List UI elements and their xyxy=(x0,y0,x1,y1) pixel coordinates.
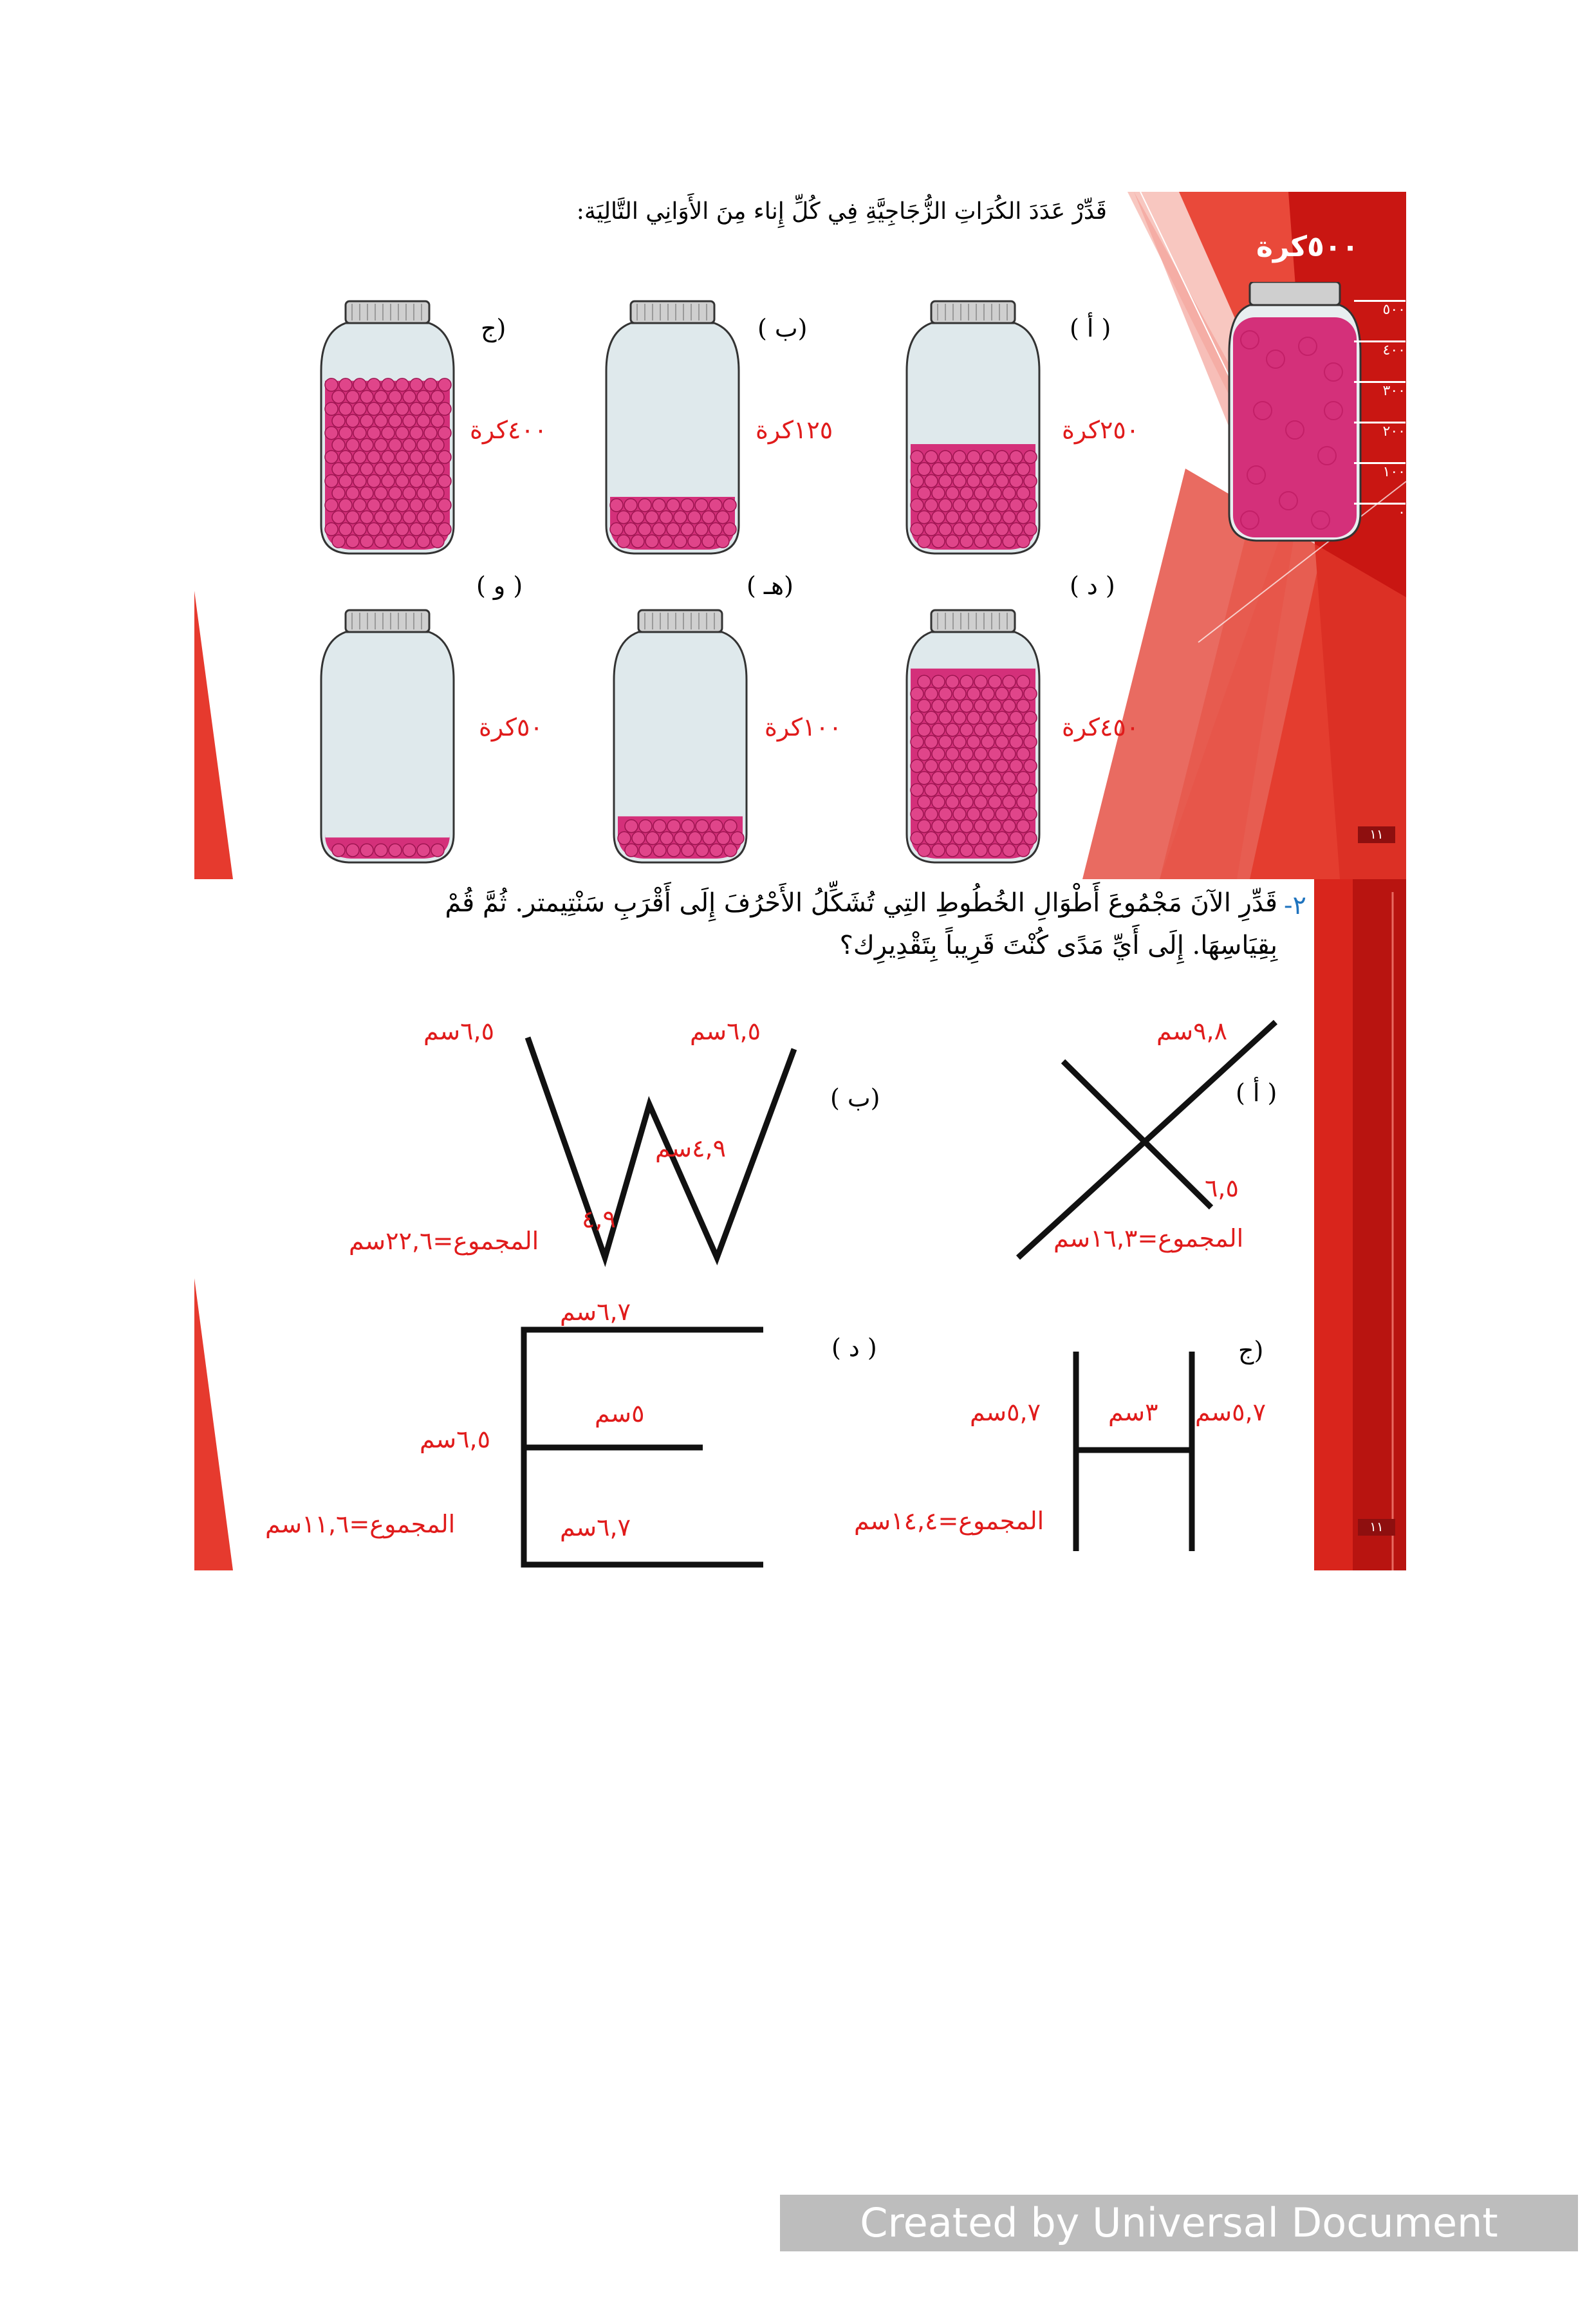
jar-c xyxy=(313,300,461,557)
scale-tick-300: ٣٠٠ xyxy=(1354,381,1406,422)
letter-a-length-2: ٦,٥ xyxy=(1205,1174,1239,1202)
jar-f xyxy=(313,609,461,866)
letter-b-length-3: ٤,٩سم xyxy=(655,1134,727,1162)
jar-marbles xyxy=(911,669,1037,859)
jar-a xyxy=(899,300,1047,557)
jar-lid xyxy=(631,301,714,323)
question-line-2: بِقِيَاسِهَا. إِلَى أَيِّ مَدًى كُنْتَ قَرِيباً بِتَقْدِيرِك؟ xyxy=(839,931,1277,960)
letter-x-glyph xyxy=(1018,1022,1276,1258)
jar-e xyxy=(606,609,754,866)
jar-d xyxy=(899,609,1047,866)
jar-marbles xyxy=(610,497,736,550)
scale-tick-500: ٥٠٠ xyxy=(1354,300,1406,340)
scale-tick-100: ١٠٠ xyxy=(1354,462,1406,503)
jar-lid xyxy=(931,301,1015,323)
letter-c-length-2: ٣سم xyxy=(1108,1398,1158,1426)
letter-d-length-3: ٦,٥سم xyxy=(420,1425,491,1453)
instruction-text: قَدِّرْ عَدَدَ الكُرَاتِ الزُّجَاجِيَّةِ فِي كُلِّ إِناء مِنَ الأَوَانِي التَّالِيَة: xyxy=(576,198,1107,225)
reference-jar-label: ٥٠٠كرة xyxy=(1256,230,1359,263)
question-line-1: قَدِّرِ الآنَ مَجْمُوعَ أَطْوَالِ الخُطُوطِ التِي تُشَكِّلُ الأَحْرُفَ إِلَى أَقْرَبِ سَنْتِيمتر. ثُمَّ قُمْ xyxy=(445,888,1277,918)
jar-d-letter: ( د ) xyxy=(1070,572,1115,600)
letter-c-length-3: ٥,٧سم xyxy=(970,1398,1041,1426)
question-number: ٢- xyxy=(1284,891,1306,920)
reference-scale xyxy=(1354,300,1406,524)
jar-b xyxy=(598,300,747,557)
slide-marble-estimation xyxy=(194,192,1406,879)
letter-c-length-1: ٥,٧سم xyxy=(1195,1398,1267,1426)
jar-marbles xyxy=(325,834,450,859)
letter-d-length-2: ٥سم xyxy=(595,1399,645,1428)
jar-lid xyxy=(346,301,429,323)
letter-c-sum: المجموع=١٤,٤سم xyxy=(854,1507,1044,1535)
converter-footer: Created by Universal Document Converter xyxy=(780,2195,1578,2251)
jar-b-letter: (ب ) xyxy=(757,314,808,342)
jar-glass xyxy=(321,632,454,862)
jar-c-letter: (ج xyxy=(481,314,506,342)
letter-d-sum: المجموع=١١,٦سم xyxy=(265,1510,456,1538)
letter-d-length-4: ٦,٧سم xyxy=(560,1513,631,1541)
jar-f-letter: ( و ) xyxy=(476,572,523,600)
jar-a-letter: ( أ ) xyxy=(1070,314,1111,342)
jar-e-estimate: ١٠٠كرة xyxy=(765,713,842,741)
slide-letter-lengths xyxy=(194,879,1406,1570)
letter-a-length-1: ٩,٨سم xyxy=(1156,1017,1228,1045)
jar-c-estimate: ٤٠٠كرة xyxy=(470,416,548,444)
letter-b-length-4: ٤,٩ xyxy=(582,1205,616,1233)
letter-a-sum: المجموع=١٦,٣سم xyxy=(1053,1224,1244,1252)
jar-a-estimate: ٢٥٠كرة xyxy=(1062,416,1140,444)
letter-b-sum: المجموع=٢٢,٦سم xyxy=(349,1227,539,1255)
jar-lid xyxy=(931,610,1015,632)
letter-b-length-1: ٦,٥سم xyxy=(423,1017,495,1045)
letter-d-label: ( د ) xyxy=(831,1334,877,1362)
jar-marbles xyxy=(325,378,451,550)
jar-e-letter: (هـ ) xyxy=(747,572,793,600)
scale-tick-0: ٠ xyxy=(1354,503,1406,524)
jar-b-estimate: ١٢٥كرة xyxy=(756,416,833,444)
jar-lid xyxy=(638,610,722,632)
slide2-page-tag: ١١ xyxy=(1369,1519,1384,1534)
letter-a-label: ( أ ) xyxy=(1236,1079,1277,1107)
letter-d-length-1: ٦,٧سم xyxy=(560,1298,631,1326)
reference-jar xyxy=(1224,282,1366,546)
slide1-page-tag: ١١ xyxy=(1369,826,1384,842)
scale-tick-200: ٢٠٠ xyxy=(1354,422,1406,462)
jar-d-estimate: ٤٥٠كرة xyxy=(1062,713,1140,741)
letter-h-glyph xyxy=(1076,1352,1192,1551)
letter-b-label: (ب ) xyxy=(830,1084,880,1112)
jar-marbles xyxy=(618,816,744,859)
jar-marbles xyxy=(911,444,1037,550)
letter-b-length-2: ٦,٥سم xyxy=(690,1017,761,1045)
jar-f-estimate: ٥٠كرة xyxy=(479,713,543,741)
scale-tick-400: ٤٠٠ xyxy=(1354,340,1406,381)
jar-lid xyxy=(346,610,429,632)
letter-c-label: (ج xyxy=(1238,1336,1264,1364)
